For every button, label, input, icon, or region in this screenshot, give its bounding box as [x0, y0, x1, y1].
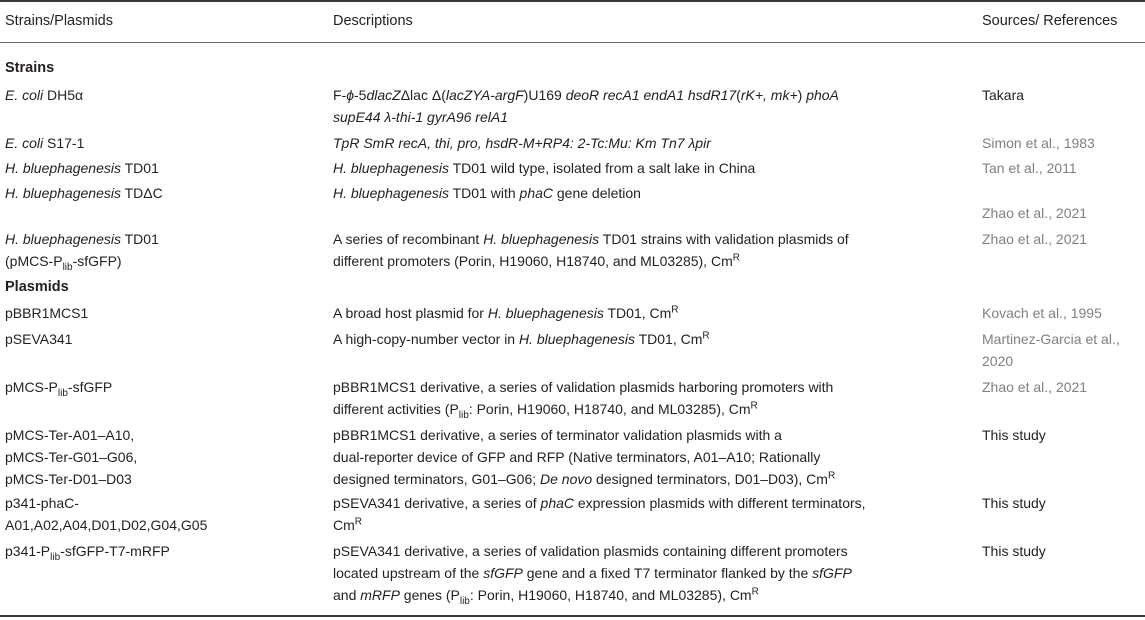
row-reference: Zhao et al., 2021 — [982, 205, 1088, 221]
row-reference: This study — [982, 495, 1046, 511]
row-description: pSEVA341 derivative, a series of validation plasmids containing different promoters located upstream of the sfGFP gene and a fixed T7 terminator flanked by the sfGFP and mRFP genes ($P_{lib}$: Porin, H19060, H18740, and ML03285), $Cm^R$ — [333, 543, 852, 607]
row-name: p341-phaC- A01,A02,A04,D01,D02,G04,G05 — [5, 495, 208, 533]
row-description: TpR SmR recA, thi, pro, hsdR-M+RP4: 2-Tc:Mu: Km Tn7 λpir — [333, 135, 711, 151]
row-description: A broad host plasmid for H. bluephagenesis TD01, $Cm^R$ — [333, 304, 679, 321]
row-reference: Tan et al., 2011 — [982, 160, 1077, 176]
row-description — [333, 84, 943, 128]
row-name: H. bluephagenesis TD01 $(pMCS-P_{lib}-sfGFP)$ — [5, 231, 159, 273]
header-descriptions: Descriptions — [333, 13, 413, 29]
row-reference: Zhao et al., 2021 — [982, 231, 1088, 247]
row-description: A high-copy-number vector in H. bluephagenesis TD01, $Cm^R$ — [333, 330, 710, 347]
row-name: pSEVA341 — [5, 331, 73, 347]
row-name: $p341-P_{lib}-sfGFP-T7$-mRFP — [5, 543, 170, 563]
row-reference: Kovach et al., 1995 — [982, 305, 1102, 321]
row-description: pBBR1MCS1 derivative, a series of terminator validation plasmids with a dual-reporter device of GFP and RFP (Native terminators, A01–A10; Rationally designed terminators, G01–G06; De novo designed terminators, D01–D03), $Cm^R$ — [333, 427, 836, 487]
dh5a-genotype-line2: supE44 λ-thi-1 gyrA96 relA1 — [333, 109, 508, 125]
row-reference: Takara — [982, 87, 1025, 103]
row-name: H. bluephagenesis TD01 — [5, 160, 159, 176]
table-top-rule — [0, 0, 1145, 2]
row-name: pMCS-$P_{lib}$-sfGFP — [5, 379, 113, 399]
row-reference: Martinez-Garcia et al., 2020 — [982, 331, 1120, 369]
row-description: A series of recombinant H. bluephagenesis TD01 strains with validation plasmids of different promoters (Porin, H19060, H18740, and ML03285), $Cm^R$ — [333, 231, 849, 269]
section-strains: Strains — [5, 60, 55, 76]
table-bottom-rule — [0, 615, 1145, 617]
row-description: pBBR1MCS1 derivative, a series of validation plasmids harboring promoters with different activities ($P_{lib}$: Porin, H19060, H18740, and ML03285), $Cm^R$ — [333, 379, 834, 421]
row-name: H. bluephagenesis TDΔC — [5, 185, 163, 201]
section-plasmids: Plasmids — [5, 279, 69, 295]
row-name: E. coli S17-1 — [5, 135, 85, 151]
row-reference: This study — [982, 543, 1046, 559]
dh5a-genotype-line1: F-ϕ-5dlacZΔlac Δ(lacZYA-argF)U169 deoR recA1 endA1 hsdR17(rK+, mk+) phoA — [333, 87, 839, 103]
row-name: pMCS-Ter-A01–A10, pMCS-Ter-G01–G06, pMCS-Ter-D01–D03 — [5, 427, 138, 487]
header-sources-references: Sources/ References — [982, 13, 1118, 29]
row-name: E. coli DH5α — [5, 87, 84, 103]
row-name: pBBR1MCS1 — [5, 305, 89, 321]
row-reference: Simon et al., 1983 — [982, 135, 1095, 151]
header-strains-plasmids: Strains/Plasmids — [5, 13, 113, 29]
row-description: pSEVA341 derivative, a series of phaC expression plasmids with different terminators, $Cm^R$ — [333, 495, 866, 533]
header-rule — [0, 42, 1145, 43]
row-reference: Zhao et al., 2021 — [982, 379, 1088, 395]
row-reference: This study — [982, 427, 1046, 443]
row-description: H. bluephagenesis TD01 wild type, isolated from a salt lake in China — [333, 160, 756, 176]
row-description: H. bluephagenesis TD01 with phaC gene deletion — [333, 185, 641, 201]
